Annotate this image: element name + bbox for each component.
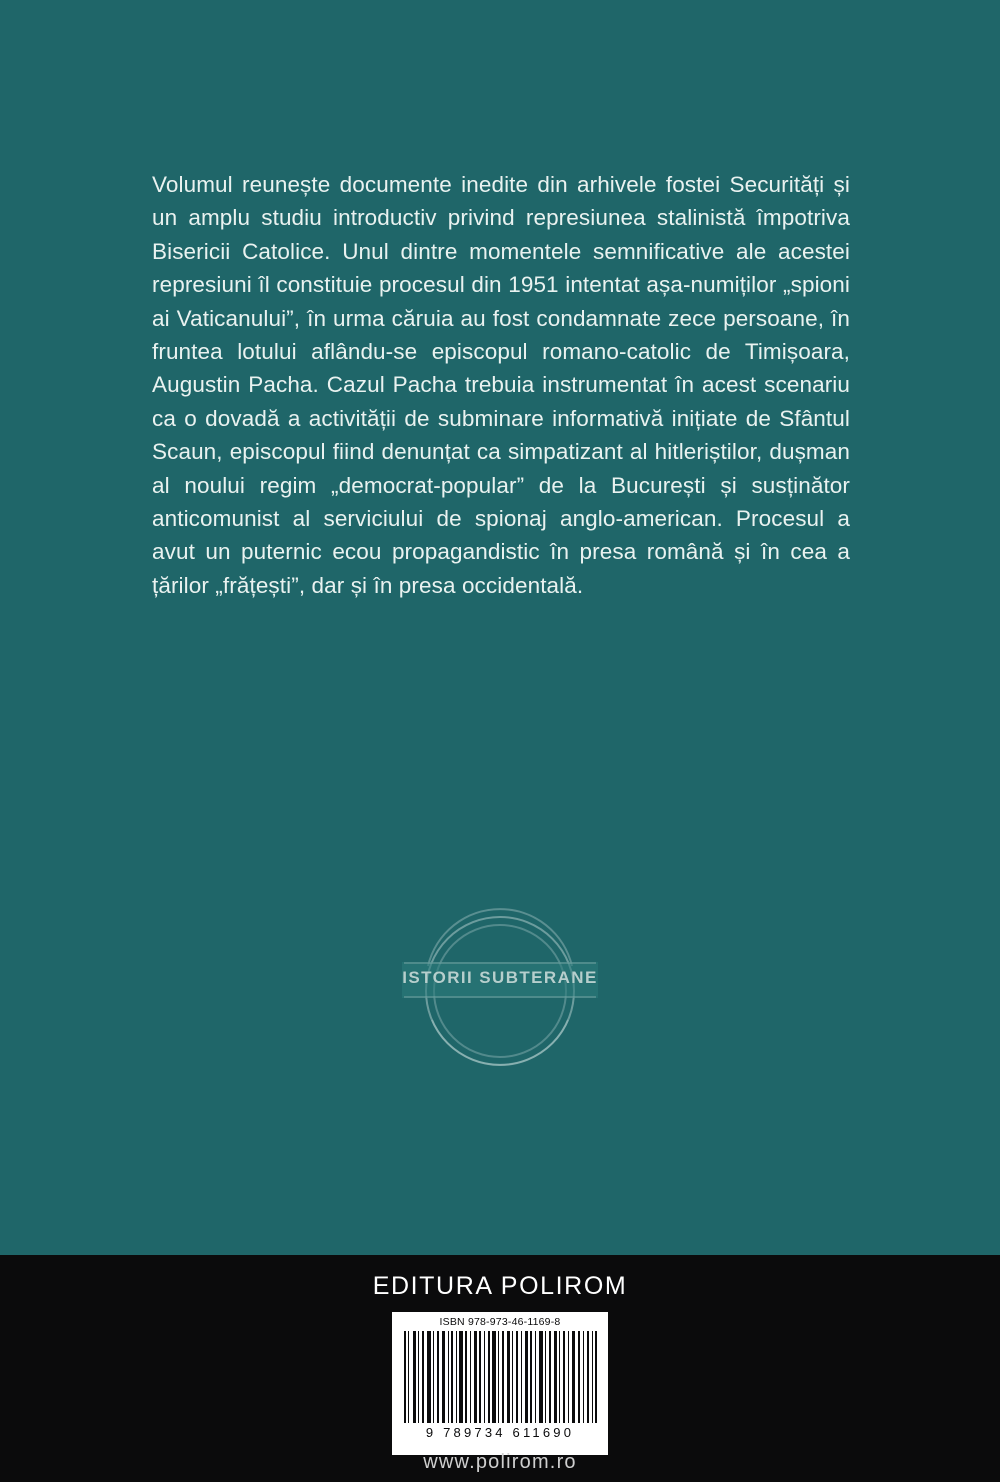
footer-band — [0, 1255, 1000, 1482]
publisher-name: EDITURA POLIROM — [372, 1272, 628, 1300]
isbn-text: ISBN 978-973-46-1169-8 — [439, 1316, 561, 1328]
barcode-bars — [402, 1331, 598, 1423]
barcode-number: 9 789734 611690 — [425, 1425, 575, 1440]
publisher-website: www.polirom.ro — [423, 1451, 577, 1473]
back-cover-blurb — [152, 168, 850, 602]
barcode — [392, 1312, 608, 1455]
series-seal-label: ISTORII SUBTERANE — [402, 968, 598, 987]
series-seal — [398, 906, 602, 1076]
blurb-paragraph: Volumul reunește documente inedite din arhivele fostei Securități și un amplu studiu introductiv privind represiunea stalinistă împotriva Bisericii Catolice. Unul dintre momentele semnificative ale acestei represiuni îl constituie procesul din 1951 intentat așa-numiților „spioni ai Vaticanului”, în urma căruia au fost condamnate zece persoane, în fruntea lotului aflându-se episcopul romano-catolic de Timișoara, Augustin Pacha. Cazul Pacha trebuia instrumentat în acest scenariu ca o dovadă a activității de subminare informativă inițiate de Sfântul Scaun, episcopul fiind denunțat ca simpatizant al hitleriștilor, dușman al noului regim „democrat-popular” de la București și susținător anticomunist al serviciului de spionaj anglo-american. Procesul a avut un puternic ecou propagandistic în presa română și în cea a țărilor „frățești”, dar și în presa occidentală. — [152, 172, 850, 598]
